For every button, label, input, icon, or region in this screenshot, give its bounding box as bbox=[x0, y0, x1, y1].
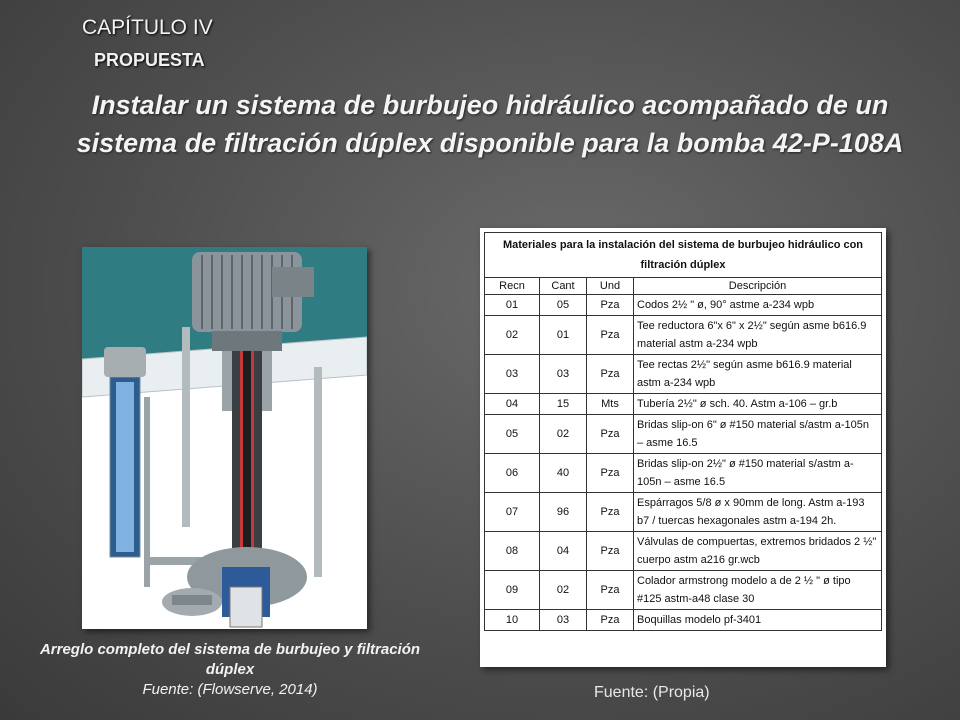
materials-table-title: Materiales para la instalación del sistema de burbujeo hidráulico con filtración dúplex bbox=[485, 233, 882, 278]
cell-recn: 04 bbox=[485, 394, 540, 415]
cell-und: Pza bbox=[587, 532, 634, 571]
cell-cant: 96 bbox=[540, 493, 587, 532]
section-title: PROPUESTA bbox=[94, 50, 205, 70]
cell-descripcion: Válvulas de compuertas, extremos bridados 2 ½" cuerpo astm a216 gr.wcb bbox=[634, 532, 882, 571]
slide-headline: Instalar un sistema de burbujeo hidráulico acompañado de un sistema de filtración dúplex disponible para la bomba 42-P-108A bbox=[76, 90, 904, 158]
table-row bbox=[485, 493, 882, 532]
column-header-cant: Cant bbox=[540, 278, 587, 295]
table-row bbox=[485, 532, 882, 571]
cell-cant: 02 bbox=[540, 571, 587, 610]
cell-cant: 40 bbox=[540, 454, 587, 493]
cell-und: Pza bbox=[587, 316, 634, 355]
pump-diagram-graphic bbox=[82, 247, 367, 629]
table-row bbox=[485, 454, 882, 493]
table-row bbox=[485, 295, 882, 316]
pump-system-illustration bbox=[82, 247, 367, 629]
table-source: Fuente: (Propia) bbox=[594, 684, 710, 701]
cell-descripcion: Tee reductora 6"x 6" x 2½" según asme b616.9 material astm a-234 wpb bbox=[634, 316, 882, 355]
cell-recn: 06 bbox=[485, 454, 540, 493]
cell-und: Pza bbox=[587, 415, 634, 454]
cell-und: Pza bbox=[587, 454, 634, 493]
cell-cant: 05 bbox=[540, 295, 587, 316]
table-row bbox=[485, 571, 882, 610]
figure-caption: Arreglo completo del sistema de burbujeo y filtración dúplex bbox=[39, 641, 421, 678]
table-row bbox=[485, 355, 882, 394]
cell-und: Pza bbox=[587, 571, 634, 610]
table-row bbox=[485, 394, 882, 415]
materials-table bbox=[484, 232, 882, 631]
cell-descripcion: Tee rectas 2½" según asme b616.9 material astm a-234 wpb bbox=[634, 355, 882, 394]
cell-und: Pza bbox=[587, 493, 634, 532]
column-header-descripcion: Descripción bbox=[634, 278, 882, 295]
cell-descripcion: Bridas slip-on 2½" ø #150 material s/astm a-105n – asme 16.5 bbox=[634, 454, 882, 493]
cell-recn: 05 bbox=[485, 415, 540, 454]
cell-cant: 15 bbox=[540, 394, 587, 415]
cell-cant: 04 bbox=[540, 532, 587, 571]
cell-recn: 02 bbox=[485, 316, 540, 355]
cell-recn: 03 bbox=[485, 355, 540, 394]
cell-und: Pza bbox=[587, 610, 634, 631]
cell-cant: 03 bbox=[540, 610, 587, 631]
cell-und: Pza bbox=[587, 295, 634, 316]
cell-descripcion: Tubería 2½" ø sch. 40. Astm a-106 – gr.b bbox=[634, 394, 882, 415]
cell-recn: 08 bbox=[485, 532, 540, 571]
cell-recn: 01 bbox=[485, 295, 540, 316]
cell-cant: 02 bbox=[540, 415, 587, 454]
materials-table-panel bbox=[480, 228, 886, 667]
column-header-recn: Recn bbox=[485, 278, 540, 295]
cell-descripcion: Espárragos 5/8 ø x 90mm de long. Astm a-193 b7 / tuercas hexagonales astm a-194 2h. bbox=[634, 493, 882, 532]
cell-recn: 09 bbox=[485, 571, 540, 610]
cell-recn: 10 bbox=[485, 610, 540, 631]
table-row bbox=[485, 415, 882, 454]
cell-descripcion: Bridas slip-on 6" ø #150 material s/astm a-105n – asme 16.5 bbox=[634, 415, 882, 454]
figure-source: Fuente: (Flowserve, 2014) bbox=[142, 681, 318, 698]
column-header-und: Und bbox=[587, 278, 634, 295]
cell-descripcion: Codos 2½ " ø, 90° astme a-234 wpb bbox=[634, 295, 882, 316]
cell-descripcion: Colador armstrong modelo a de 2 ½ " ø tipo #125 astm-a48 clase 30 bbox=[634, 571, 882, 610]
table-row bbox=[485, 316, 882, 355]
cell-cant: 03 bbox=[540, 355, 587, 394]
cell-cant: 01 bbox=[540, 316, 587, 355]
cell-recn: 07 bbox=[485, 493, 540, 532]
table-row bbox=[485, 610, 882, 631]
figure-caption-block bbox=[30, 640, 430, 700]
cell-descripcion: Boquillas modelo pf-3401 bbox=[634, 610, 882, 631]
cell-und: Pza bbox=[587, 355, 634, 394]
cell-und: Mts bbox=[587, 394, 634, 415]
chapter-title: CAPÍTULO IV bbox=[82, 16, 213, 39]
